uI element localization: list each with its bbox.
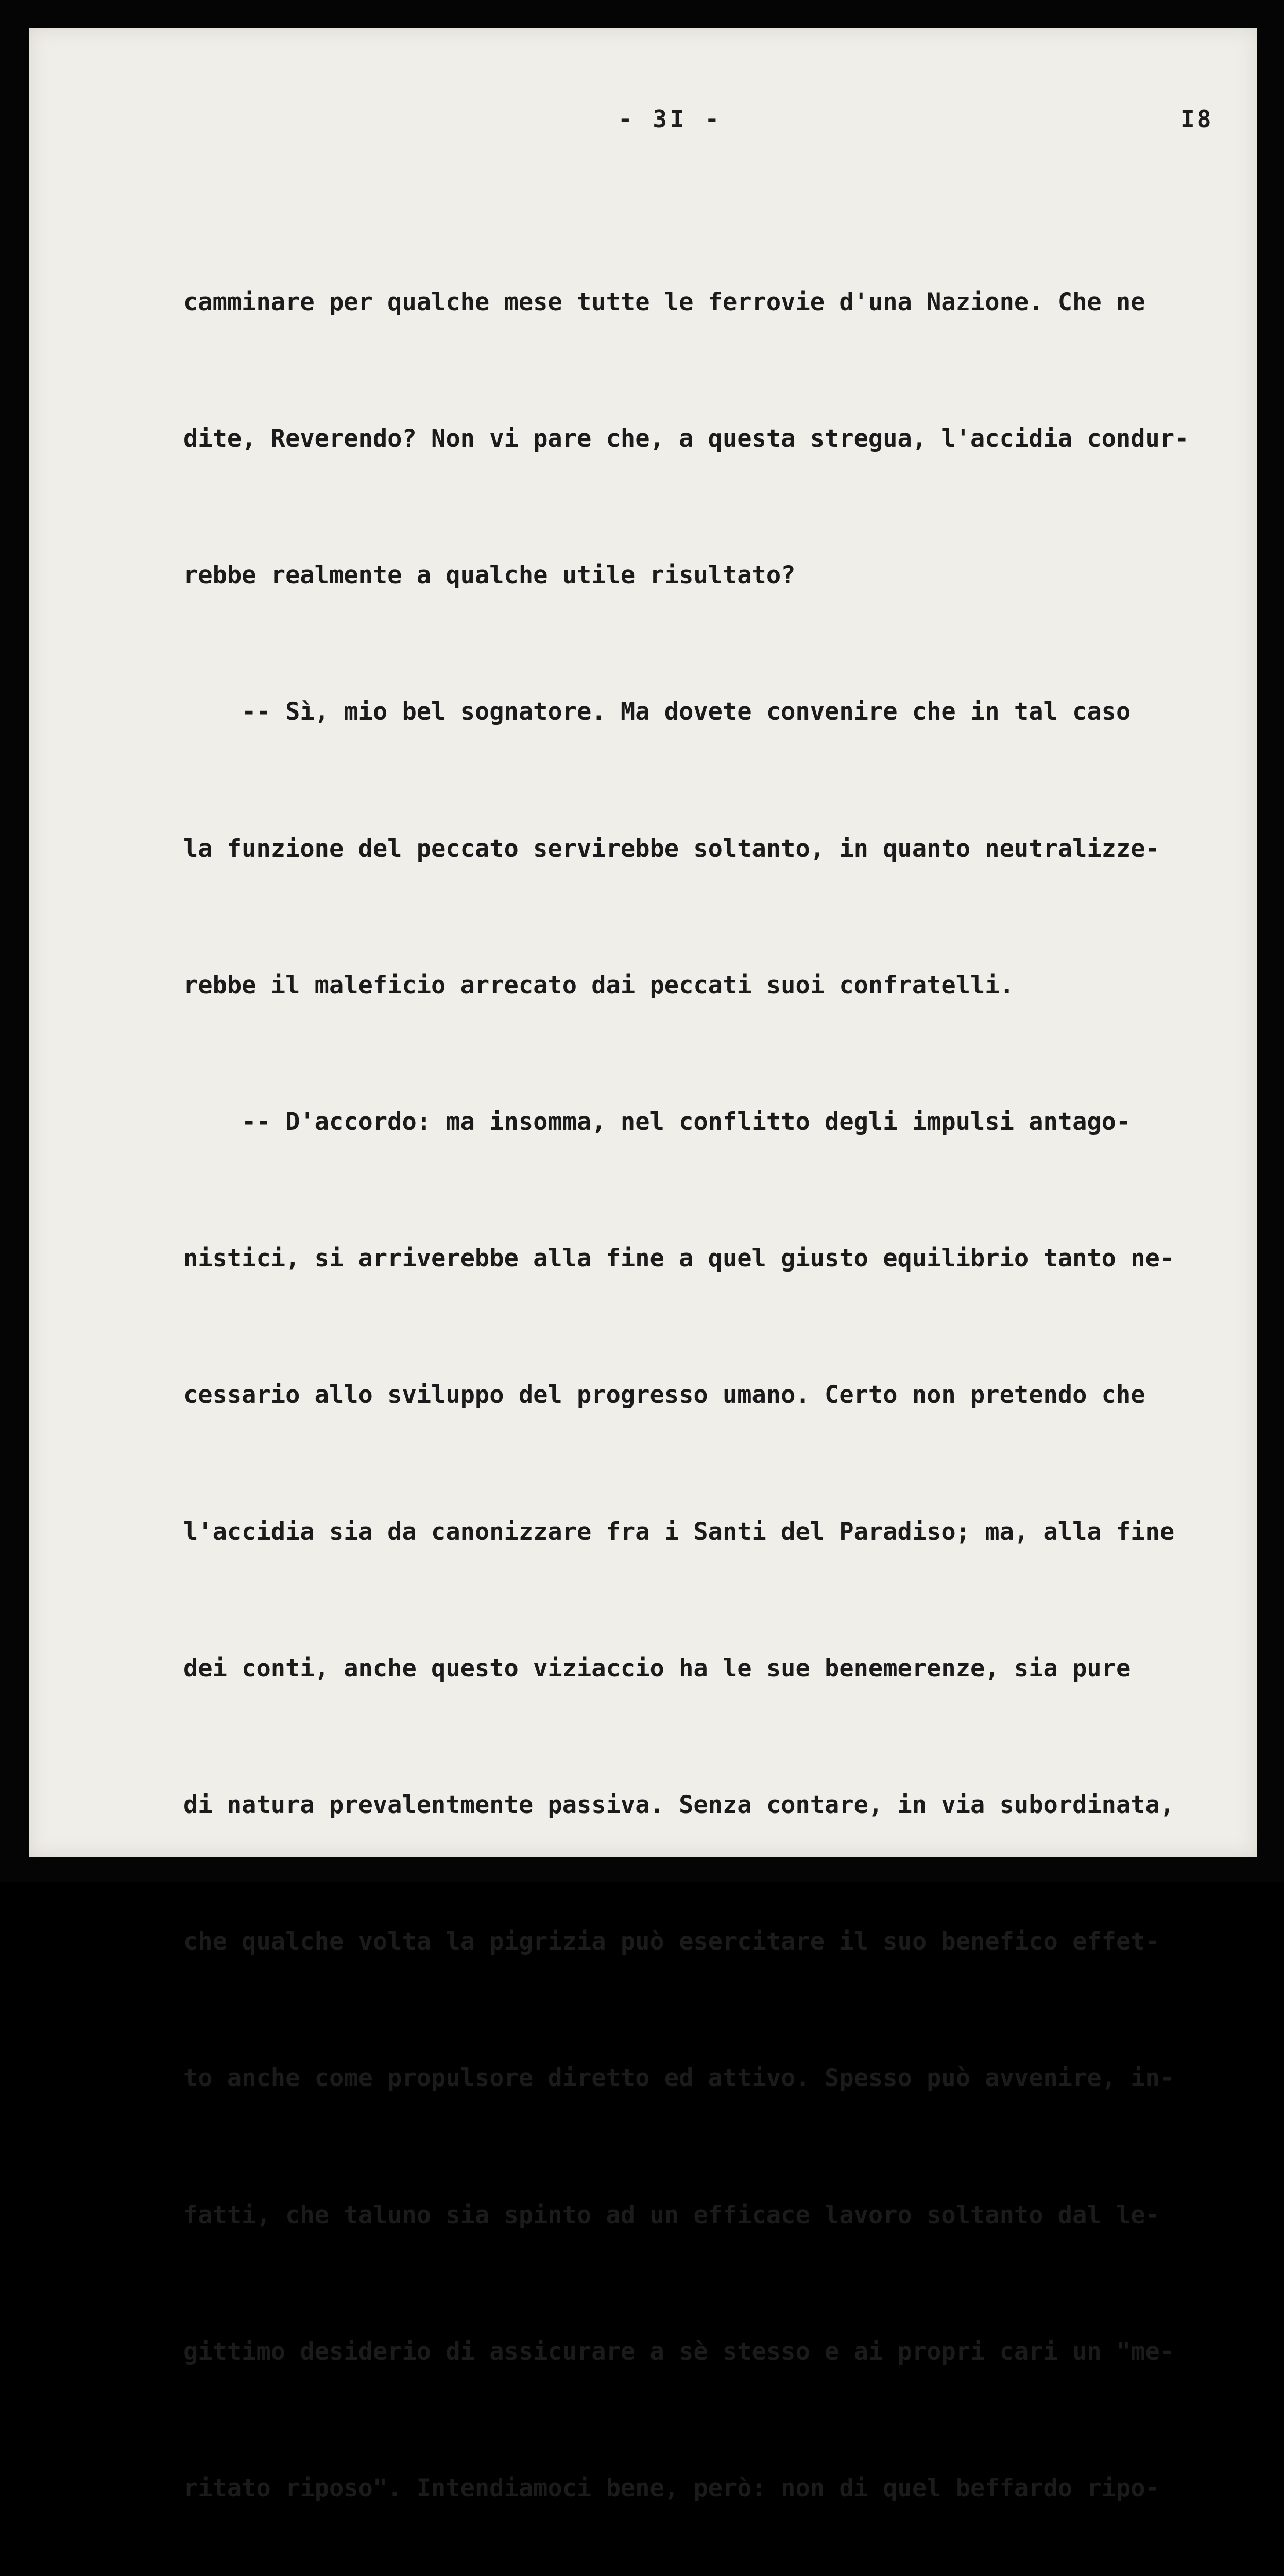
text-line: cessario allo sviluppo del progresso umano. Certo non pretendo che	[183, 1381, 1145, 1410]
typewritten-page	[29, 28, 1257, 2503]
text-line: l'accidia sia da canonizzare fra i Santi del Paradiso; ma, alla fine	[183, 1517, 1175, 1546]
text-line: dei conti, anche questo viziaccio ha le sue benemerenze, sia pure	[183, 1654, 1131, 1683]
text-line: -- D'accordo: ma insomma, nel conflitto degli impulsi antago-	[183, 1108, 1131, 1137]
text-line: dite, Reverendo? Non vi pare che, a questa stregua, l'accidia condur-	[183, 425, 1189, 453]
text-line: -- Sì, mio bel sognatore. Ma dovete convenire che in tal caso	[183, 698, 1131, 726]
text-line: la funzione del peccato servirebbe soltanto, in quanto neutralizze-	[183, 834, 1160, 863]
text-line: rebbe realmente a qualche utile risultato?	[183, 561, 796, 590]
text-line: camminare per qualche mese tutte le ferrovie d'una Nazione. Che ne	[183, 287, 1145, 316]
page-header	[29, 105, 1257, 146]
text-line: nistici, si arriverebbe alla fine a quel giusto equilibrio tanto ne-	[183, 1244, 1175, 1273]
body-text	[183, 189, 1284, 2576]
sheet-number: I8	[1180, 105, 1213, 133]
text-line: fatti, che taluno sia spinto ad un efficace lavoro soltanto dal le-	[183, 2200, 1160, 2229]
text-line: rebbe il maleficio arrecato dai peccati suoi confratelli.	[183, 971, 1014, 999]
text-line: ritato riposo". Intendiamoci bene, però: non di quel beffardo ripo-	[183, 2474, 1160, 2503]
text-line: che qualche volta la pigrizia può esercitare il suo benefico effet-	[183, 1927, 1160, 1956]
text-line: to anche come propulsore diretto ed attivo. Spesso può avvenire, in-	[183, 2064, 1175, 2093]
page-number: - 3I -	[618, 105, 723, 133]
text-line: di natura prevalentmente passiva. Senza contare, in via subordinata,	[183, 1791, 1175, 1820]
text-line: gittimo desiderio di assicurare a sè stesso e ai propri cari un "me-	[183, 2337, 1175, 2366]
